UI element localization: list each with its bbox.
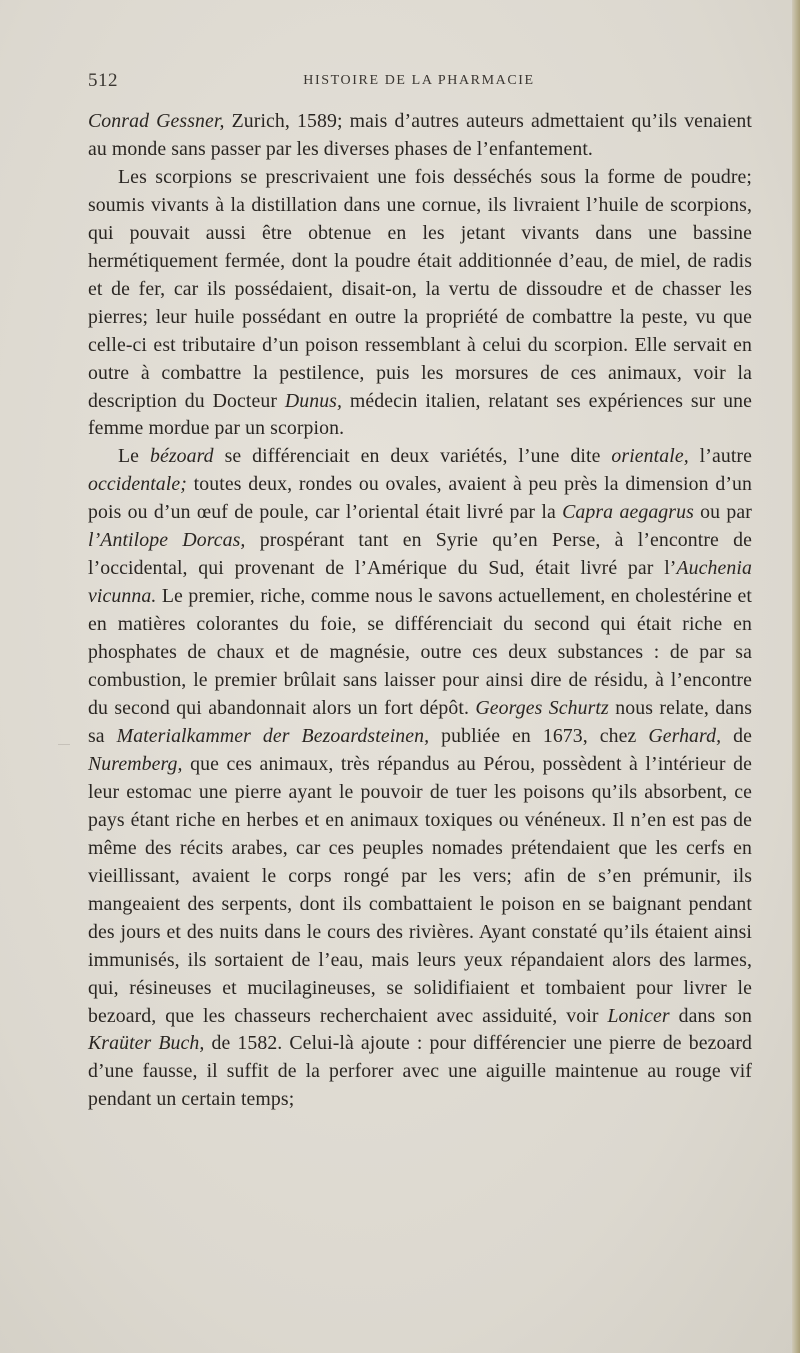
scan-mark [472, 172, 474, 186]
text-run: nous relate, dans sa [88, 697, 752, 747]
text-run: Les scorpions se prescrivaient une fois desséchés sous la forme de poudre; soumis vivants à la distillation dans une cornue, ils livraient l’huile de scorpions, qui pouvait aussi être obtenue en les jetant vivants dans une bassine hermétiquement fermée, dont la poudre était additionnée d’eau, de miel, de radis et de fer, car ils possédaient, disait-on, la vertu de dissoudre et de chasser les pierres; leur huile possédant en outre la propriété de combattre la peste, vu que celle-ci est tributaire d’un poison ressemblant à celui du scorpion. Elle servait en outre à combattre la pestilence, puis les morsures de ces animaux, voir la description du Docteur [88, 165, 752, 412]
page-edge-shadow [792, 0, 800, 1353]
italic-text-run: bézoard [149, 445, 214, 468]
paragraph-3 [88, 443, 752, 1114]
text-run: de 1582. Celui-là ajoute : pour différencier une pierre de bezoard d’une fausse, il suffit de la perforer avec une aiguille maintenue au rouge vif pendant un certain temps; [88, 1032, 752, 1111]
text-run: médecin italien, relatant ses expériences sur une femme mordue par un scorpion. [88, 389, 752, 440]
paragraph-2 [88, 164, 752, 444]
italic-text-run: Materialkammer der Bezoardsteinen, [116, 724, 430, 747]
text-run: l’autre [688, 445, 752, 468]
paragraph-1 [88, 108, 752, 164]
scan-mark [58, 744, 70, 745]
italic-text-run: Conrad Gessner, [88, 110, 225, 132]
page-number: 512 [88, 70, 118, 91]
italic-text-run: Nuremberg, [88, 752, 183, 775]
running-title: HISTOIRE DE LA PHARMACIE [303, 73, 535, 88]
text-run: que ces animaux, très répandus au Pérou, possèdent à l’intérieur de leur estomac une pierre ayant le pouvoir de tuer les poisons qu’ils absorbent, ce pays étant riche en herbes et en animaux toxiques ou vénéneux. Il n’en est pas de même des récits arabes, car ces peuples nomades prétendaient que les cerfs en vieillissant, avaient le corps rongé par les vers; afin de s’en prémunir, ils mangeaient des serpents, dont ils combattaient le poison en se baignant pendant des jours et des nuits dans le cours des rivières. Ayant constaté qu’ils étaient ainsi immunisés, ils sortaient de l’eau, mais leurs yeux répandaient alors des larmes, qui, résineuses et mucilagineuses, se solidifiaient et tombaient pour livrer le bezoard, que les chasseurs recherchaient avec assiduité, voir [88, 752, 752, 1027]
italic-text-run: Dunus, [284, 389, 343, 412]
page-header [88, 70, 750, 94]
italic-text-run: orientale, [611, 445, 689, 468]
text-run: Le [118, 445, 150, 468]
italic-text-run: Auchenia vicunna. [88, 557, 752, 608]
body-text [88, 108, 752, 1114]
text-run: de [721, 724, 752, 747]
text-run: publiée en 1673, chez [429, 724, 649, 747]
italic-text-run: Capra aegagrus [562, 501, 694, 524]
italic-text-run: Gerhard, [648, 724, 722, 747]
italic-text-run: l’Antilope Dorcas, [88, 529, 246, 552]
text-run: ou par [693, 501, 752, 524]
text-run: toutes deux, rondes ou ovales, avaient à peu près la dimension d’un pois ou d’un œuf de poule, car l’oriental était livré par la [88, 473, 752, 524]
italic-text-run: occidentale; [88, 473, 187, 496]
text-run: prospérant tant en Syrie qu’en Perse, à l’encontre de l’occidental, qui provenant de l’Amérique du Sud, était livré par l’ [88, 529, 752, 580]
text-run: Zurich, 1589; mais d’autres auteurs admettaient qu’ils venaient au monde sans passer par les diverses phases de l’enfantement. [88, 110, 752, 160]
italic-text-run: Georges Schurtz [475, 697, 609, 720]
text-run: dans son [669, 1004, 752, 1027]
text-run: Le premier, riche, comme nous le savons actuellement, en cholestérine et en matières colorantes du foie, se différenciait du second qui était riche en phosphates de chaux et de magnésie, outre ces deux substances : de par sa combustion, le premier brûlait sans laisser pour ainsi dire de résidu, à l’encontre du second qui abandonnait alors un fort dépôt. [88, 585, 752, 720]
text-run: se différenciait en deux variétés, l’une dite [213, 445, 612, 468]
italic-text-run: Kraüter Buch, [88, 1032, 205, 1055]
italic-text-run: Lonicer [607, 1004, 670, 1027]
